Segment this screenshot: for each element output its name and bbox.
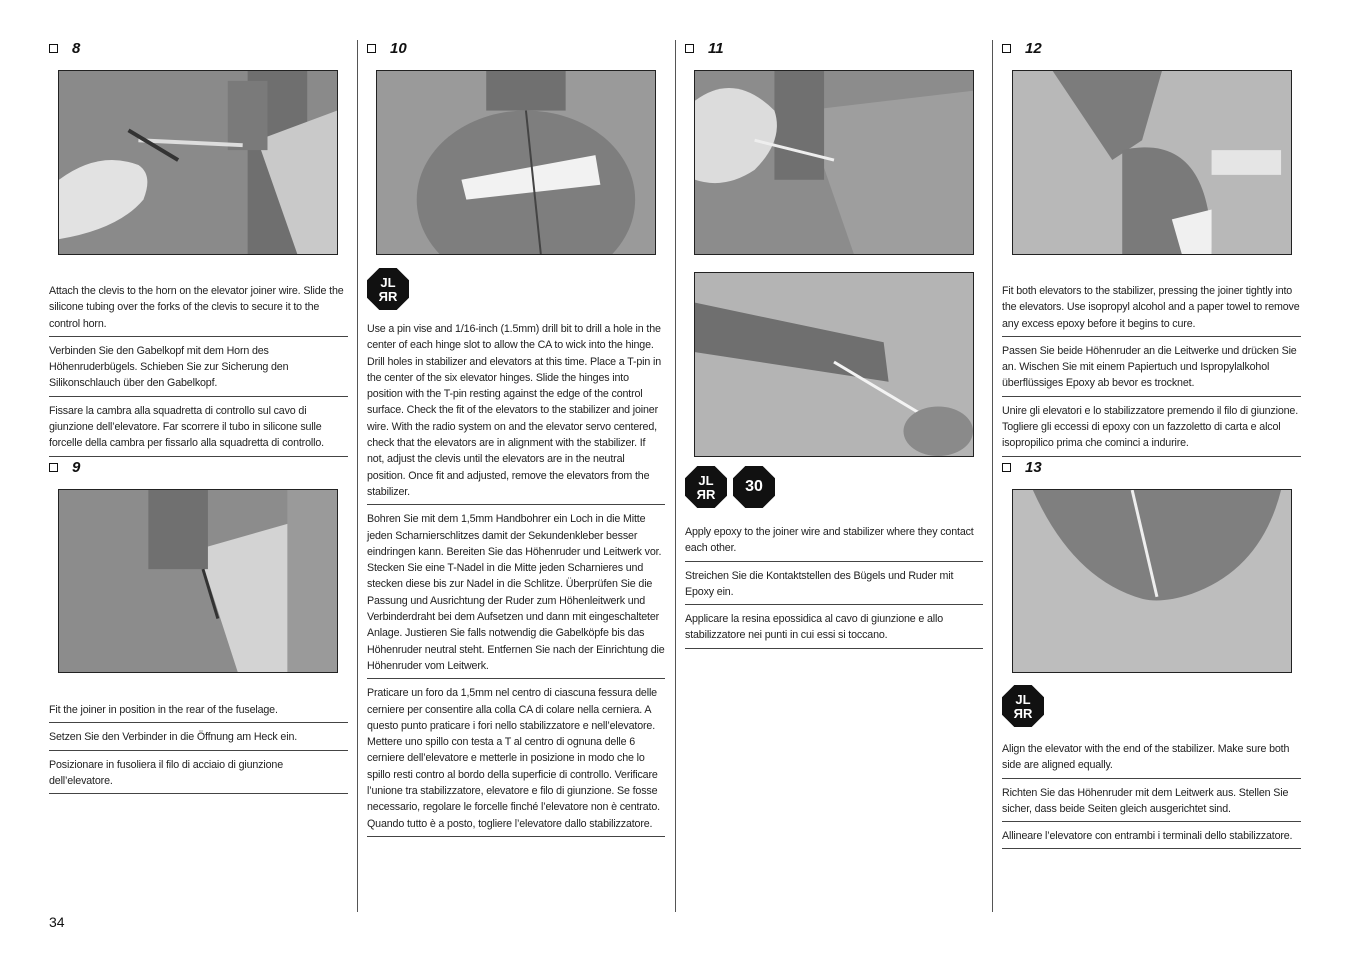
instruction-it: Applicare la resina epossidica al cavo di giunzione e allo stabilizzatore nei punti in cui essi si toccano. (685, 605, 983, 649)
instruction-en: Attach the clevis to the horn on the elevator joiner wire. Slide the silicone tubing over the forks of the clevis to secure it to the control horn. (49, 283, 348, 337)
step-9-photo (58, 489, 338, 673)
step-number: 10 (390, 39, 407, 57)
checkbox-icon[interactable] (1002, 44, 1011, 53)
step-8-text (49, 283, 348, 457)
checkbox-icon[interactable] (1002, 463, 1011, 472)
instruction-it: Posizionare in fusoliera il filo di acciaio di giunzione dell’elevatore. (49, 751, 348, 795)
jlr-icon (367, 268, 409, 310)
page-number: 34 (49, 914, 65, 930)
step-8-header (49, 40, 348, 70)
step-13-header (1002, 459, 1301, 489)
cure-time-label: 30 (745, 478, 763, 495)
step-number: 8 (72, 39, 81, 57)
jlr-icon (685, 466, 727, 508)
step-number: 12 (1025, 39, 1042, 57)
step-11-text (685, 524, 983, 649)
step-13-text (1002, 741, 1301, 849)
checkbox-icon[interactable] (49, 463, 58, 472)
cure-time-icon (733, 466, 775, 508)
instruction-en: Fit both elevators to the stabilizer, pressing the joiner tightly into the elevators. Use isopropyl alcohol and a paper towel to remove any excess epoxy before it begins to cure. (1002, 283, 1301, 337)
step-12-text (1002, 283, 1301, 457)
instruction-it: Praticare un foro da 1,5mm nel centro di ciascuna fessura delle cerniere per consentire alla colla CA di colare nella cerniera. A questo punto praticare i fori nello stabilizzatore e nell’elevatore. Mettere uno spillo con testa a T al centro di ognuna delle 6 cerniere dell’elevatore e metterle in posizione in modo che lo spillo resti contro al bordo della superficie di controllo. Verificare l’unione tra stabilizzatore, elevatore e filo di giunzione. Se fosse necessario, regolare le forcelle finché l’elevatore non è centrato. Quando tutto è a posto, togliere l’elevatore dallo stabilizzatore. (367, 679, 665, 837)
checkbox-icon[interactable] (685, 44, 694, 53)
instruction-de: Streichen Sie die Kontaktstellen des Bügels und Ruder mit Epoxy ein. (685, 562, 983, 606)
checkbox-icon[interactable] (49, 44, 58, 53)
instruction-it: Allineare l’elevatore con entrambi i terminali dello stabilizzatore. (1002, 822, 1301, 849)
step-10-photo (376, 70, 656, 255)
step-10-text (367, 321, 665, 837)
step-number: 9 (72, 458, 81, 476)
column-divider (992, 40, 993, 912)
instruction-en: Align the elevator with the end of the stabilizer. Make sure both side are aligned equally. (1002, 741, 1301, 779)
step-10-header (367, 40, 666, 70)
step-11-photo-b (694, 272, 974, 457)
step-8-photo (58, 70, 338, 255)
checkbox-icon[interactable] (367, 44, 376, 53)
instruction-de: Bohren Sie mit dem 1,5mm Handbohrer ein Loch in die Mitte jeden Scharnierschlitzes damit der Sekundenkleber besser eindringen kann. Bereiten Sie das Höhenruder und Leitwerk vor. Stecken Sie eine T-Nadel in die Mitte jeden Scharnieres und stecken diese bis zur Nadel in die Schlitze. Überprüfen Sie die Passung und Ausrichtung der Ruder zum Höhenleitwerk und Verbinderdraht bei dem Aufsetzen und dann mit eingeschalteter Anlage. Justieren Sie falls notwendig die Gabelköpfe bis das Höhenruder neutral steht. Entfernen Sie nach der Einrichtung die Höhenruder vom Leitwerk. (367, 505, 665, 679)
step-13-photo (1012, 489, 1292, 673)
instruction-en: Use a pin vise and 1/16-inch (1.5mm) drill bit to drill a hole in the center of each hinge slot to allow the CA to wick into the hinge. Drill holes in stabilizer and elevators at this time. Place a T-pin in the center of the six elevator hinges. Slide the hinges into position with the T-pin resting against the edge of the control surface. Check the fit of the elevators to the stabilizer and joiner wire. With the radio system on and the elevator servo centered, check that the elevators are in alignment with the stabilizer. If not, adjust the clevis until the elevators are in the neutral position. Once fit and adjusted, remove the elevators from the stabilizer. (367, 321, 665, 505)
instruction-it: Fissare la cambra alla squadretta di controllo sul cavo di giunzione dell’elevatore. Far scorrere il tubo in silicone sulle forcelle della cambra per fissarlo alla squadretta di controllo. (49, 397, 348, 457)
instruction-de: Richten Sie das Höhenruder mit dem Leitwerk aus. Stellen Sie sicher, dass beide Seiten gleich ausgerichtet sind. (1002, 779, 1301, 823)
step-11-header (685, 40, 984, 70)
instruction-de: Verbinden Sie den Gabelkopf mit dem Horn des Höhenruderbügels. Schieben Sie zur Sicherung den Silikonschlauch über den Gabelkopf. (49, 337, 348, 397)
step-12-photo (1012, 70, 1292, 255)
jlr-icon (1002, 685, 1044, 727)
step-number: 11 (708, 39, 724, 57)
step-9-header (49, 459, 348, 489)
instruction-de: Passen Sie beide Höhenruder an die Leitwerke und drücken Sie an. Wischen Sie mit einem Papiertuch und Ispropylalkohol überflüssiges Epoxy ab bevor es trocknet. (1002, 337, 1301, 397)
column-divider (357, 40, 358, 912)
step-9-text (49, 702, 348, 794)
column-divider (675, 40, 676, 912)
step-11-photo-a (694, 70, 974, 255)
step-12-header (1002, 40, 1301, 70)
instruction-en: Fit the joiner in position in the rear of the fuselage. (49, 702, 348, 723)
instruction-en: Apply epoxy to the joiner wire and stabilizer where they contact each other. (685, 524, 983, 562)
step-number: 13 (1025, 458, 1042, 476)
instruction-de: Setzen Sie den Verbinder in die Öffnung am Heck ein. (49, 723, 348, 750)
instruction-it: Unire gli elevatori e lo stabilizzatore premendo il filo di giunzione. Togliere gli eccessi di epoxy con un fazzoletto di carta e alcol isopropilico prima che cominci a indurire. (1002, 397, 1301, 457)
